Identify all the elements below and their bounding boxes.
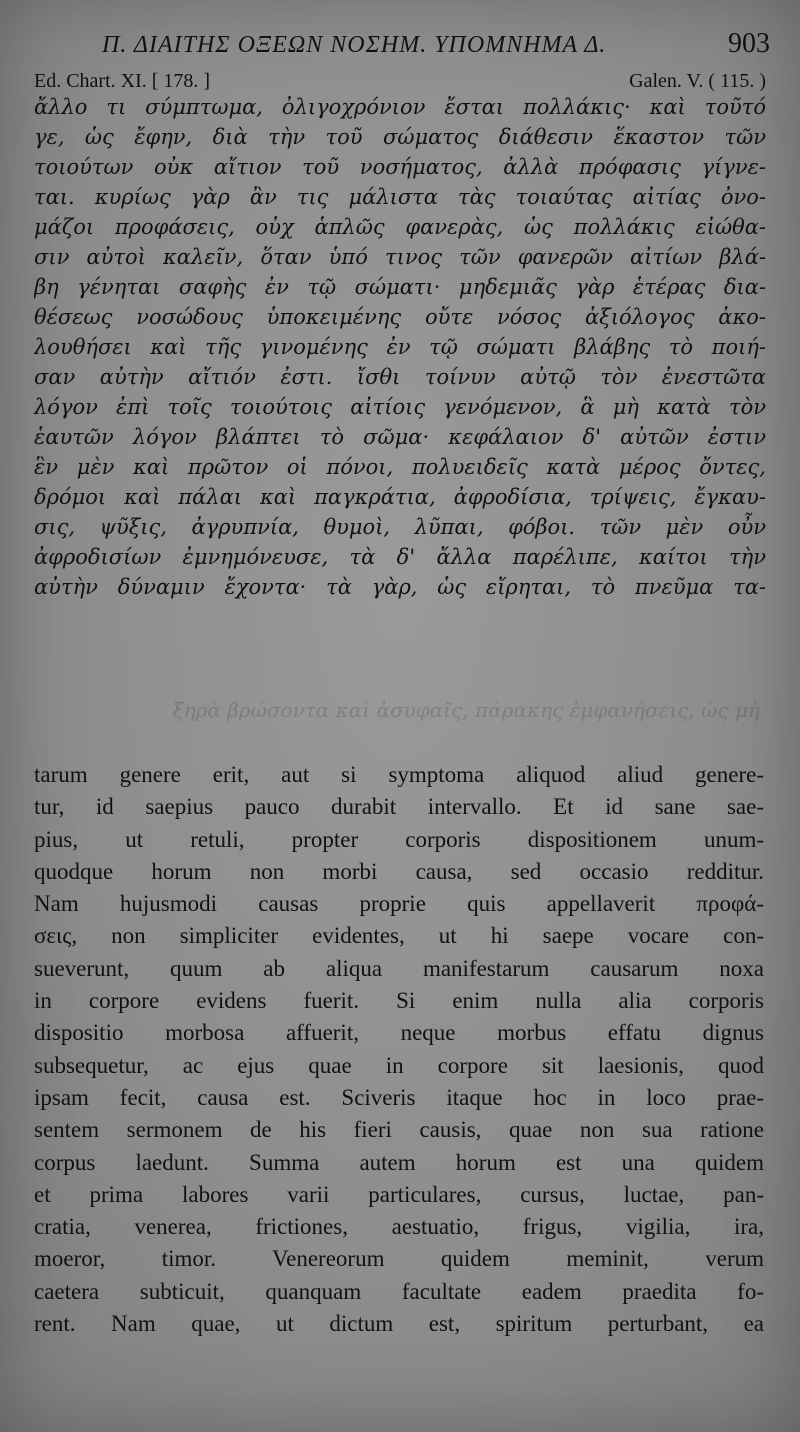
- latin-line: ipsam fecit, causa est. Sciveris itaque hoc in loco prae-: [34, 1084, 764, 1110]
- greek-line: ἓν μὲν καὶ πρῶτον οἱ πόνοι, πολυειδεῖς κατὰ μέρος ὄντες,: [34, 455, 766, 479]
- latin-line: corpus laedunt. Summa autem horum est una quidem: [34, 1149, 764, 1175]
- latin-line: Nam hujusmodi causas proprie quis appellaverit προφά-: [34, 891, 764, 917]
- latin-line: tarum genere erit, aut si symptoma aliquod aliud genere-: [34, 762, 764, 787]
- edition-reference: [34, 70, 766, 94]
- latin-line: subsequetur, ac ejus quae in corpore sit laesionis, quod: [34, 1052, 764, 1078]
- latin-line: in corpore evidens fuerit. Si enim nulla alia corporis: [34, 988, 764, 1014]
- greek-line: αὐτὴν δύναμιν ἔχοντα· τὰ γὰρ, ὡς εἴρηται, τὸ πνεῦμα τα-: [34, 575, 766, 599]
- latin-line: cratia, venerea, frictiones, aestuatio, frigus, vigilia, ira,: [34, 1214, 764, 1240]
- latin-line: sueverunt, quum ab aliqua manifestarum causarum noxa: [34, 955, 764, 981]
- chartier-reference: Ed. Chart. XI. [ 178. ]: [34, 70, 211, 92]
- latin-line: tur, id saepius pauco durabit intervallo. Et id sane sae-: [34, 794, 764, 820]
- bleed-through-text: ξηρὰ βρώσοντα καὶ ἀσυφαῖς, πάρακης ἐμφανήσεις, ὡς μὴ: [172, 698, 760, 722]
- greek-line: σιν αὐτοὶ καλεῖν, ὅταν ὑπό τινος τῶν φανερῶν αἰτίων βλά-: [34, 245, 766, 269]
- greek-line: θέσεως νοσώδους ὑποκειμένης οὔτε νόσος ἀξιόλογος ἀκο-: [34, 305, 766, 329]
- galen-reference: Galen. V. ( 115. ): [629, 70, 766, 92]
- greek-line: μάζοι προφάσεις, οὐχ ἁπλῶς φανερὰς, ὡς πολλάκις εἰώθα-: [34, 215, 766, 239]
- greek-line: σις, ψῦξις, ἀγρυπνία, θυμοὶ, λῦπαι, φόβοι. τῶν μὲν οὖν: [34, 515, 766, 539]
- latin-line: quodque horum non morbi causa, sed occasio redditur.: [34, 858, 764, 884]
- greek-line: γε, ὡς ἔφην, διὰ τὴν τοῦ σώματος διάθεσιν ἕκαστον τῶν: [34, 125, 766, 149]
- latin-line: pius, ut retuli, propter corporis dispositionem unum-: [34, 826, 764, 852]
- latin-text-block: [34, 759, 764, 1340]
- latin-line: rent. Nam quae, ut dictum est, spiritum perturbant, ea: [34, 1311, 764, 1337]
- running-head: [30, 28, 770, 64]
- latin-line: moeror, timor. Venereorum quidem meminit, verum: [34, 1246, 764, 1272]
- greek-line: βη γένηται σαφὴς ἐν τῷ σώματι· μηδεμιᾶς γὰρ ἑτέρας δια-: [34, 275, 766, 299]
- latin-line: caetera subticuit, quanquam facultate eadem praedita fo-: [34, 1278, 764, 1304]
- greek-line: ται. κυρίως γὰρ ἂν τις μάλιστα τὰς τοιαύτας αἰτίας ὀνο-: [34, 185, 766, 209]
- greek-line: σαν αὐτὴν αἴτιόν ἐστι. ἴσθι τοίνυν αὐτῷ τὸν ἐνεστῶτα: [34, 365, 766, 389]
- greek-line: ἄλλο τι σύμπτωμα, ὀλιγοχρόνιον ἔσται πολλάκις· καὶ τοῦτό: [34, 95, 766, 119]
- greek-line: δρόμοι καὶ πάλαι καὶ παγκράτια, ἀφροδίσια, τρίψεις, ἔγκαυ-: [34, 485, 766, 509]
- greek-text-block: [34, 92, 766, 602]
- greek-line: ἀφροδισίων ἐμνημόνευσε, τὰ δ' ἄλλα παρέλιπε, καίτοι τὴν: [34, 545, 766, 569]
- latin-line: et prima labores varii particulares, cursus, luctae, pan-: [34, 1181, 764, 1207]
- running-title: Π. ΔΙΑΙΤΗΣ ΟΞΕΩΝ ΝΟΣΗΜ. ΥΠΟΜΝΗΜΑ Δ.: [102, 32, 607, 58]
- greek-line: λόγον ἐπὶ τοῖς τοιούτοις αἰτίοις γενόμενον, ἃ μὴ κατὰ τὸν: [34, 395, 766, 419]
- latin-line: sentem sermonem de his fieri causis, quae non sua ratione: [34, 1117, 764, 1143]
- greek-line: τοιούτων οὐκ αἴτιον τοῦ νοσήματος, ἀλλὰ πρόφασις γίγνε-: [34, 155, 766, 179]
- greek-line: λουθήσει καὶ τῆς γινομένης ἐν τῷ σώματι βλάβης τὸ ποιή-: [34, 335, 766, 359]
- latin-line: dispositio morbosa affuerit, neque morbus effatu dignus: [34, 1020, 764, 1046]
- latin-line: σεις, non simpliciter evidentes, ut hi saepe vocare con-: [34, 923, 764, 949]
- page-number: 903: [728, 28, 770, 59]
- greek-line: ἑαυτῶν λόγον βλάπτει τὸ σῶμα· κεφάλαιον δ' αὐτῶν ἐστιν: [34, 425, 766, 449]
